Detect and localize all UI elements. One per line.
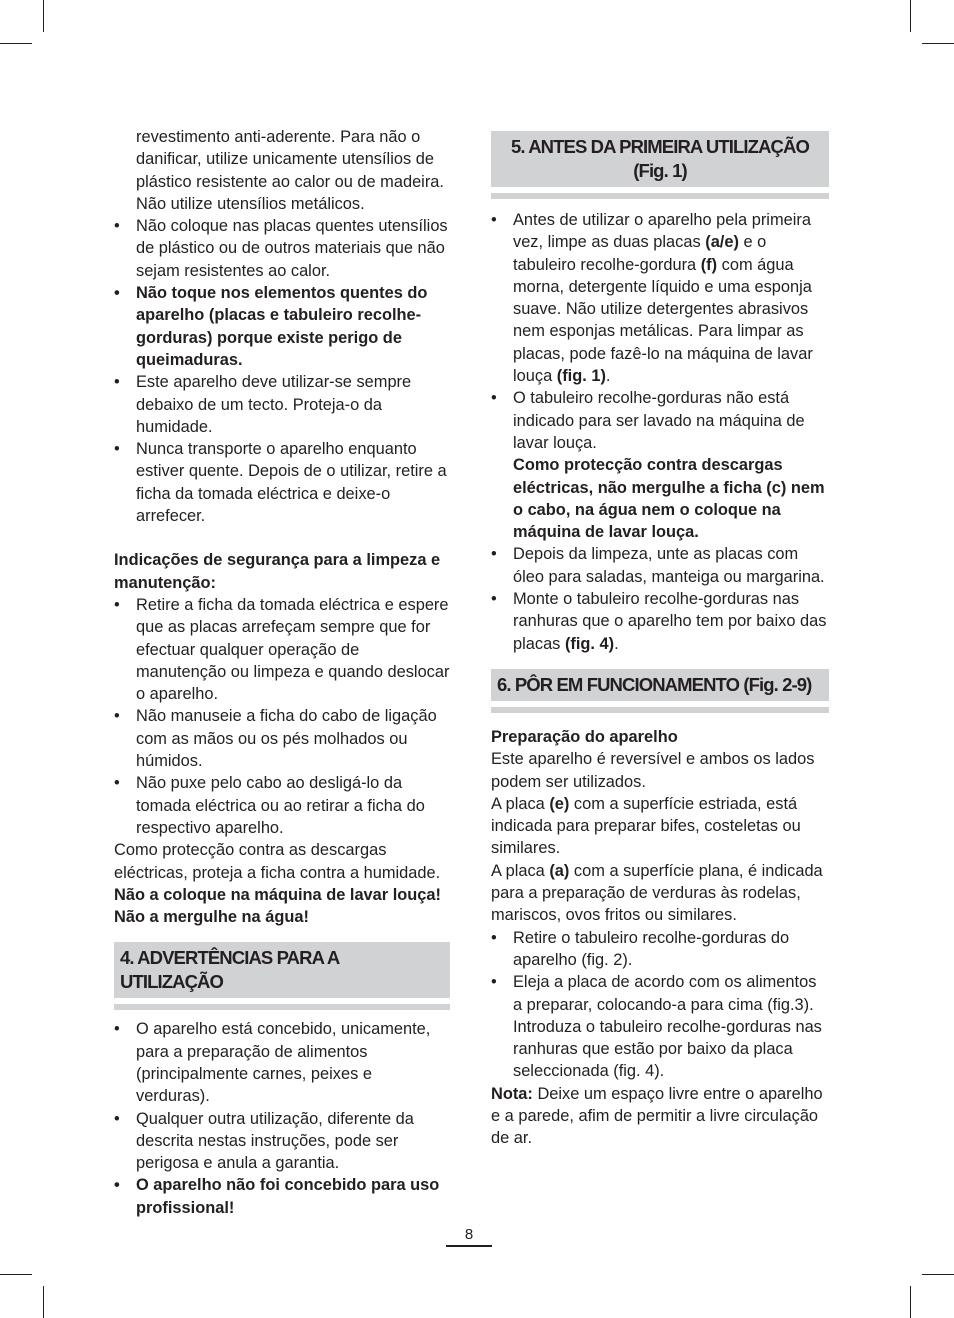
text: O tabuleiro recolhe-gorduras não está indicado para ser lavado na máquina de lavar louça. [513,389,805,452]
crop-mark [922,43,954,44]
intro-paragraph: revestimento anti-aderente. Para não o danificar, utilize unicamente utensílios de plástico resistente ao calor ou de madeira. Não utilize utensílios metálicos. [136,128,444,213]
figure-ref: (fig. 1) [556,367,606,386]
list-item: • O aparelho está concebido, unicamente, para a preparação de alimentos (principalmente carnes, peixes e verduras). [114,1018,450,1107]
preparation-title: Preparação do aparelho [491,727,678,746]
section-4-heading: 4. ADVERTÊNCIAS PARA A UTILIZAÇÃO [114,942,450,1004]
warning-water: Não a mergulhe na água! [114,908,309,927]
text: e o tabuleiro recolhe-gordura [513,233,767,274]
spacer [114,1004,450,1018]
list-item-warning: • Não toque nos elementos quentes do aparelho (placas e tabuleiro recolhe-gorduras) porque existe perigo de queimaduras. [114,282,450,371]
list-item: • Não puxe pelo cabo ao desligá-lo da tomada eléctrica ou ao retirar a ficha do respectivo aparelho. [114,772,450,839]
page-number: 8 [446,1225,492,1247]
text: Antes de utilizar o aparelho pela primeira vez, limpe as duas placas [513,211,811,252]
plate-e-text [491,793,829,860]
text: . [605,367,611,386]
note-label: Nota: [491,1084,533,1103]
crop-mark [43,0,44,32]
list-item-warning: • O aparelho não foi concebido para uso profissional! [114,1174,450,1219]
list-item [491,209,829,387]
text: . [614,634,619,653]
warning-text: Como protecção contra descargas eléctricas, não mergulhe a ficha (c) nem o cabo, na água nem o coloque na máquina de lavar louça. [513,456,825,542]
spacer [114,527,450,549]
figure-ref: (e) [549,794,570,813]
warning-dishwasher: Não a coloque na máquina de lavar louça! [114,885,441,904]
figure-ref: (a) [549,861,570,880]
cleaning-safety-title: Indicações de segurança para a limpeza e manutenção: [114,551,441,592]
spacer [491,193,829,209]
spacer [491,655,829,669]
figure-ref: (f) [700,255,718,274]
figure-ref: (fig. 4) [564,634,615,653]
list-item: • Retire o tabuleiro recolhe-gorduras do aparelho (fig. 2). [491,927,829,972]
section-5-title-line1: 5. ANTES DA PRIMEIRA UTILIZAÇÃO [511,136,809,157]
text: A placa [491,861,550,880]
crop-mark [0,43,32,44]
crop-mark [910,1286,911,1318]
text: com a superfície estriada, está indicada para preparar bifes, costeletas ou similares. [491,794,801,858]
list-item: • Não manuseie a ficha do cabo de ligação com as mãos ou os pés molhados ou húmidos. [114,705,450,772]
crop-mark [922,1274,954,1275]
plate-a-text [491,860,829,927]
spacer [114,928,450,942]
left-column [114,126,450,1219]
crop-mark [43,1286,44,1318]
right-column [491,131,829,1150]
crop-mark [910,0,911,32]
list-item: • Depois da limpeza, unte as placas com óleo para saladas, manteiga ou margarina. [491,543,829,588]
list-item: • Qualquer outra utilização, diferente da descrita nestas instruções, pode ser perigosa e anula a garantia. [114,1108,450,1175]
text: com água morna, detergente líquido e uma esponja suave. Não utilize detergentes abrasivos nem esponjas metálicas. Para limpar as placas, pode fazê-lo na máquina de lavar louça [513,255,813,386]
section-5-title-line2: (Fig. 1) [633,160,687,181]
note [491,1083,829,1150]
figure-ref: (a/e) [705,233,739,252]
list-item: • Não coloque nas placas quentes utensílios de plástico ou de outros materiais que não sejam resistentes ao calor. [114,215,450,282]
protection-text: Como protecção contra as descargas eléctricas, proteja a ficha contra a humidade. [114,841,441,882]
text: com a superfície plana, é indicada para a preparação de verduras às rodelas, mariscos, ovos fritos ou similares. [491,861,823,925]
section-6-heading: 6. PÔR EM FUNCIONAMENTO (Fig. 2-9) [491,669,829,707]
list-item: • Retire a ficha da tomada eléctrica e espere que as placas arrefeçam sempre que for efectuar qualquer operação de manutenção ou limpeza e quando deslocar o aparelho. [114,594,450,705]
preparation-text: Este aparelho é reversível e ambos os lados podem ser utilizados. [491,750,815,791]
list-item: • Este aparelho deve utilizar-se sempre debaixo de um tecto. Proteja-o da humidade. [114,371,450,438]
list-item [491,387,829,543]
list-item: • Nunca transporte o aparelho enquanto estiver quente. Depois de o utilizar, retire a ficha da tomada eléctrica e deixe-o arrefecer. [114,438,450,527]
section-5-heading [491,131,829,193]
text: A placa [491,794,550,813]
spacer [491,707,829,726]
note-text: Deixe um espaço livre entre o aparelho e a parede, afim de permitir a livre circulação de ar. [491,1084,823,1148]
list-item [491,588,829,655]
crop-mark [0,1274,32,1275]
text: Monte o tabuleiro recolhe-gorduras nas ranhuras que o aparelho tem por baixo das placas [513,590,827,653]
list-item: • Eleja a placa de acordo com os alimentos a preparar, colocando-a para cima (fig.3). Introduza o tabuleiro recolhe-gorduras nas ranhuras que estão por baixo da placa seleccionada (fig. 4). [491,971,829,1082]
